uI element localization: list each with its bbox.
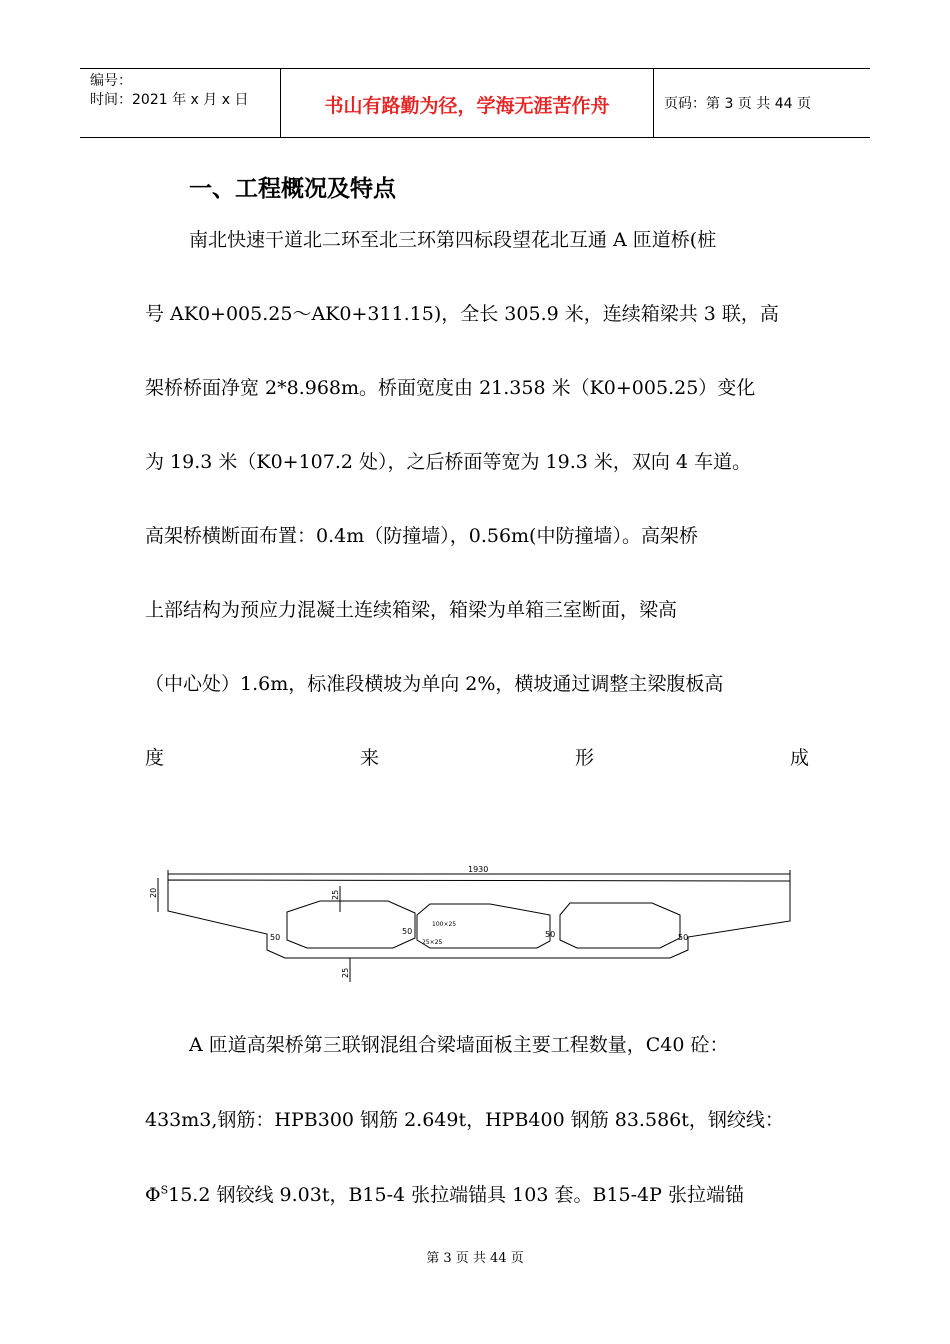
cell-note: 25×25	[422, 939, 443, 946]
quantities-line: 433m3,钢筋：HPB300 钢筋 2.649t，HPB400 钢筋 83.586t，钢绞线：	[145, 1109, 784, 1131]
dim-web: 50	[402, 927, 413, 936]
paragraph-line: 上部结构为预应力混凝土连续箱梁，箱梁为单箱三室断面，梁高	[145, 599, 678, 621]
spread-word: 形	[574, 747, 594, 769]
girder-outline	[168, 880, 790, 958]
cell-note: 100×25	[432, 921, 457, 928]
dim-width: 1930	[468, 865, 489, 874]
dim-web: 50	[545, 930, 556, 939]
header-motto-cell	[281, 69, 654, 137]
right-cell	[560, 903, 680, 948]
quantities-line	[145, 1180, 809, 1207]
paragraph-line: 南北快速干道北二环至北三环第四标段望花北互通 A 匝道桥(桩	[189, 229, 717, 251]
serial-label: 编号：	[90, 73, 132, 89]
box-girder-cross-section	[140, 858, 812, 988]
dim-edge-depth: 20	[149, 887, 158, 898]
dim-web: 50	[270, 933, 281, 942]
header-page-cell	[654, 69, 870, 137]
paragraph-line: （中心处）1.6m，标准段横坡为单向 2%，横坡通过调整主梁腹板高	[145, 673, 724, 695]
dim-bottom-slab: 25	[341, 967, 350, 978]
page-header	[80, 68, 870, 138]
header-meta	[80, 69, 281, 137]
left-cell	[287, 901, 415, 948]
phi-symbol: Φ	[145, 1184, 161, 1206]
paragraph-line: 为 19.3 米（K0+107.2 处），之后桥面等宽为 19.3 米，双向 4 车道。	[145, 451, 752, 473]
time-label: 时间：2021 年 x 月 x 日	[90, 92, 249, 108]
spread-word: 成	[789, 747, 809, 769]
dim-top-slab: 25	[331, 889, 340, 900]
section-heading: 一、工程概况及特点	[189, 176, 396, 202]
paragraph-line: 号 AK0+005.25～AK0+311.15)，全长 305.9 米，连续箱梁共 3 联，高	[145, 303, 779, 325]
quantities-text: 15.2 钢铰线 9.03t，B15-4 张拉端锚具 103 套。B15-4P 张拉端锚	[168, 1184, 744, 1206]
paragraph-spread-line	[145, 743, 809, 770]
header-page-info: 页码：第 3 页 共 44 页	[664, 96, 811, 112]
dim-web: 50	[678, 933, 689, 942]
spread-word: 来	[359, 747, 379, 769]
header-motto: 书山有路勤为径，学海无涯苦作舟	[324, 95, 610, 117]
quantities-line: A 匝道高架桥第三联钢混组合梁墙面板主要工程数量，C40 砼：	[189, 1034, 729, 1056]
paragraph-line: 架桥桥面净宽 2*8.968m。桥面宽度由 21.358 米（K0+005.25）变化	[145, 377, 756, 399]
paragraph-line: 高架桥横断面布置：0.4m（防撞墙），0.56m(中防撞墙）。高架桥	[145, 525, 698, 547]
spread-word: 度	[145, 747, 165, 769]
phi-superscript: S	[160, 1183, 169, 1197]
page-footer: 第 3 页 共 44 页	[426, 1251, 524, 1266]
